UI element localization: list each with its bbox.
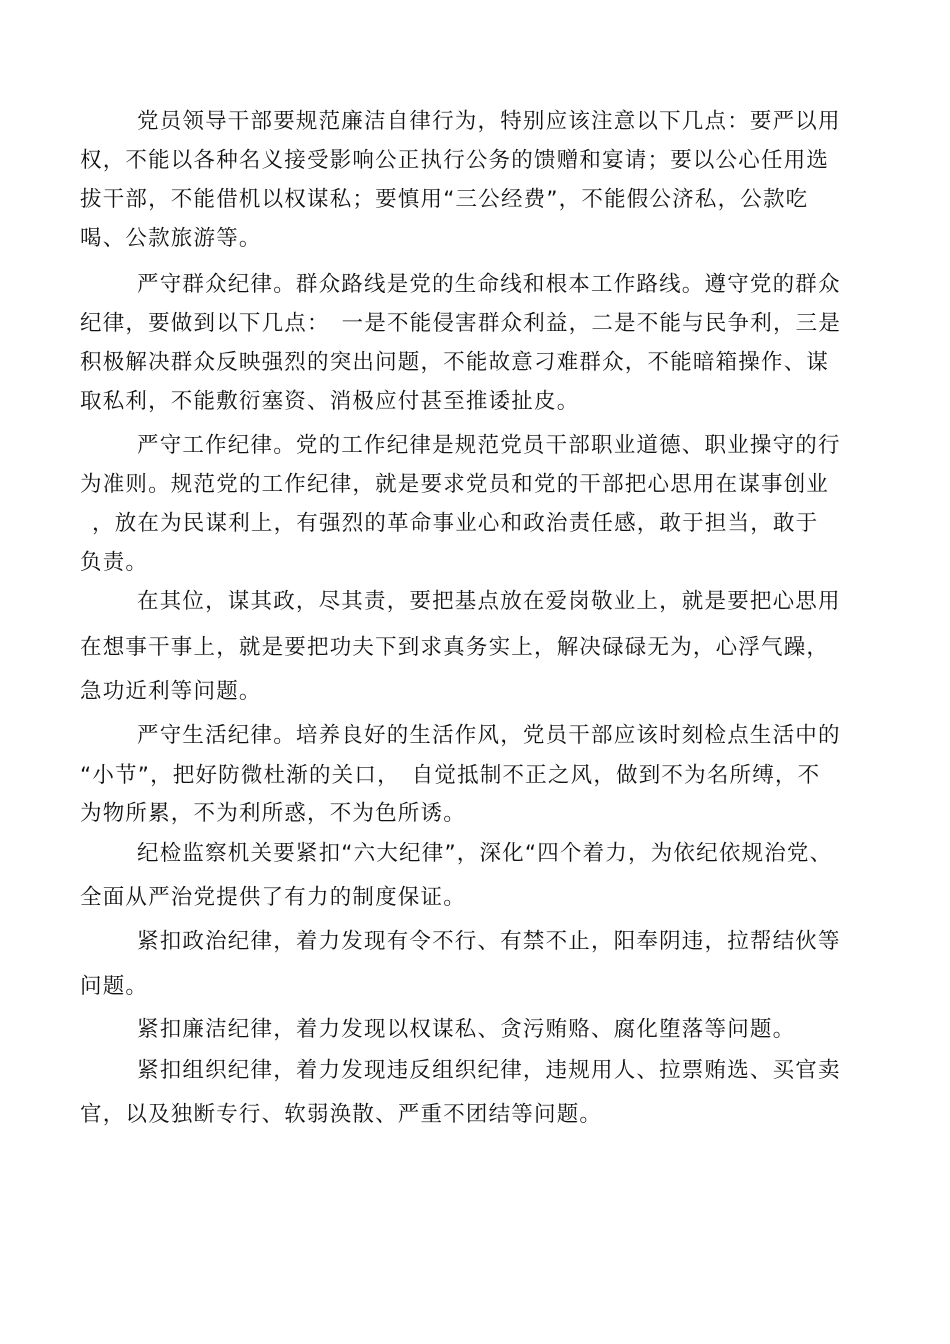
paragraph-line: 严守生活纪律。培养良好的生活作风，党员干部应该时刻检点生活中的	[137, 723, 841, 748]
paragraph-line: 紧扣廉洁纪律，着力发现以权谋私、贪污贿赂、腐化堕落等问题。	[137, 1017, 796, 1042]
paragraph-line: 官，以及独断专行、软弱涣散、严重不团结等问题。	[80, 1102, 603, 1127]
paragraph-line: 急功近利等问题。	[80, 679, 262, 704]
paragraph-line: 全面从严治党提供了有力的制度保证。	[80, 885, 466, 910]
paragraph-line: 拔干部，不能借机以权谋私；要慎用“三公经费”，不能假公济私，公款吃	[80, 187, 809, 212]
paragraph-line: 权，不能以各种名义接受影响公正执行公务的馈赠和宴请；要以公心任用选	[80, 148, 830, 173]
paragraph-line: 紧扣组织纪律，着力发现违反组织纪律，违规用人、拉票贿选、买官卖	[137, 1058, 841, 1083]
paragraph-line: 为准则。规范党的工作纪律，就是要求党员和党的干部把心思用在谋事创业	[80, 472, 830, 497]
paragraph-line: 在想事干事上，就是要把功夫下到求真务实上，解决碌碌无为，心浮气躁，	[80, 635, 830, 660]
paragraph-line: 取私利，不能敷衍塞资、消极应付甚至推诿扯皮。	[80, 389, 580, 414]
paragraph-line: 问题。	[80, 974, 149, 999]
paragraph-line: 为物所累，不为利所惑，不为色所诱。	[80, 801, 466, 826]
paragraph-line: ，放在为民谋利上，有强烈的革命事业心和政治责任感，敢于担当，敢于	[92, 511, 819, 536]
paragraph-line: 严守群众纪律。群众路线是党的生命线和根本工作路线。遵守党的群众	[137, 272, 841, 297]
paragraph-line: 纪律，要做到以下几点： 一是不能侵害群众利益，二是不能与民争利，三是	[80, 311, 842, 336]
paragraph-line: 党员领导干部要规范廉洁自律行为，特别应该注意以下几点：要严以用	[137, 109, 841, 134]
paragraph-line: “小节”，把好防微杜渐的关口， 自觉抵制不正之风，做到不为名所缚，不	[80, 763, 821, 788]
paragraph-line: 紧扣政治纪律，着力发现有令不行、有禁不止，阳奉阴违，拉帮结伙等	[137, 929, 841, 954]
paragraph-line: 在其位，谋其政，尽其责，要把基点放在爱岗敬业上，就是要把心思用	[137, 589, 841, 614]
paragraph-line: 积极解决群众反映强烈的突出问题，不能故意刁难群众，不能暗箱操作、谋	[80, 350, 830, 375]
paragraph-line: 喝、公款旅游等。	[80, 226, 262, 251]
paragraph-line: 负责。	[80, 550, 149, 575]
paragraph-line: 严守工作纪律。党的工作纪律是规范党员干部职业道德、职业操守的行	[137, 433, 841, 458]
paragraph-line: 纪检监察机关要紧扣“六大纪律”，深化“四个着力，为依纪依规治党、	[137, 841, 833, 866]
